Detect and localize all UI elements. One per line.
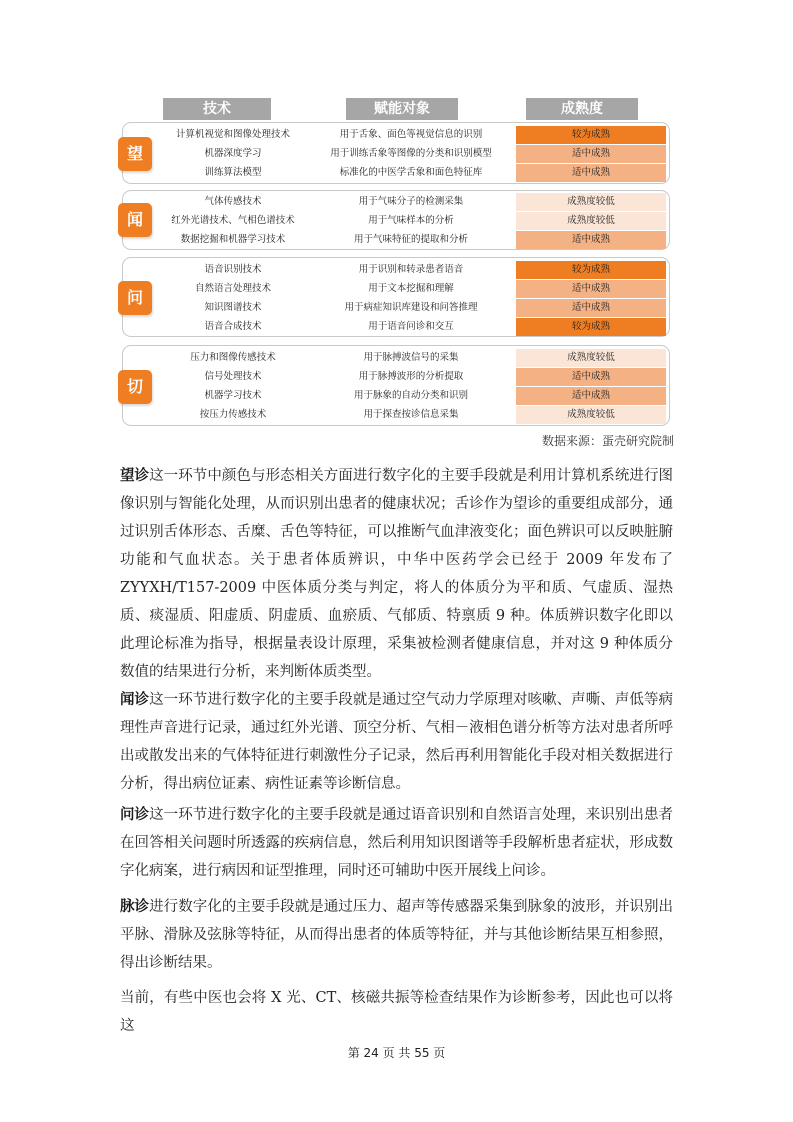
tech-cell: 计算机视觉和图像处理技术 (175, 129, 290, 140)
paragraph-text: 这一环节进行数字化的主要手段就是通过语音识别和自然语言处理，来识别出患者在回答相关问题时所透露的疾病信息，然后利用知识图谱等手段解析患者症状，形成数字化病案，进行病因和证型推理，同时还可辅助中医开展线上问诊。 (120, 807, 673, 879)
maturity-cell: 较为成熟 (516, 126, 666, 144)
tech-cell: 气体传感技术 (204, 196, 262, 207)
target-cell: 用于训练舌象等图像的分类和识别模型 (330, 148, 492, 159)
maturity-cell: 成熟度较低 (516, 193, 666, 211)
target-cell: 用于识别和转录患者语音 (358, 264, 464, 275)
tech-cell: 语音合成技术 (204, 321, 262, 332)
tech-cell: 压力和图像传感技术 (190, 352, 276, 363)
table-row (0, 387, 793, 405)
header-tech: 技术 (163, 98, 271, 120)
table-row (0, 406, 793, 424)
maturity-cell: 较为成熟 (516, 261, 666, 279)
paragraph-lead: 望诊 (120, 467, 150, 484)
target-cell: 标准化的中医学舌象和面色特征库 (339, 167, 483, 178)
paragraph-text: 进行数字化的主要手段就是通过压力、超声等传感器采集到脉象的波形，并识别出平脉、滑脉及弦脉等特征，从而得出患者的体质等特征，并与其他诊断结果互相参照，得出诊断结果。 (120, 899, 673, 971)
table-row (0, 126, 793, 144)
table-row (0, 299, 793, 317)
target-cell: 用于探查按诊信息采集 (363, 409, 459, 420)
table-row (0, 212, 793, 230)
paragraph-wang-zhen (120, 462, 673, 686)
maturity-cell: 适中成熟 (516, 299, 666, 317)
maturity-cell: 适中成熟 (516, 368, 666, 386)
paragraph-lead: 问诊 (120, 806, 150, 823)
group-badge-qie: 切 (118, 370, 152, 404)
table-row (0, 145, 793, 163)
target-cell: 用于脉搏波形的分析提取 (358, 371, 464, 382)
header-maturity: 成熟度 (526, 98, 638, 120)
maturity-cell: 适中成熟 (516, 145, 666, 163)
target-cell: 用于文本挖掘和理解 (368, 283, 454, 294)
group-badge-wen-ask: 问 (118, 281, 152, 315)
tech-cell: 训练算法模型 (204, 167, 262, 178)
target-cell: 用于舌象、面色等视觉信息的识别 (339, 129, 483, 140)
header-target: 赋能对象 (346, 98, 458, 120)
target-cell: 用于气味样本的分析 (368, 215, 454, 226)
tech-cell: 数据挖掘和机器学习技术 (180, 234, 286, 245)
paragraph-wen-zhen-ask (120, 801, 673, 885)
target-cell: 用于病症知识库建设和问答推理 (344, 302, 478, 313)
maturity-cell: 适中成熟 (516, 231, 666, 249)
paragraph-current (120, 984, 673, 1040)
paragraph-lead: 脉诊 (120, 898, 150, 915)
target-cell: 用于气味分子的检测采集 (358, 196, 464, 207)
target-cell: 用于脉象的自动分类和识别 (353, 390, 468, 401)
maturity-cell: 成熟度较低 (516, 212, 666, 230)
maturity-cell: 适中成熟 (516, 164, 666, 182)
tech-cell: 语音识别技术 (204, 264, 262, 275)
paragraph-wen-zhen-smell (120, 686, 673, 798)
tech-cell: 机器学习技术 (204, 390, 262, 401)
table-row (0, 318, 793, 336)
tech-cell: 自然语言处理技术 (194, 283, 271, 294)
target-cell: 用于脉搏波信号的采集 (363, 352, 459, 363)
paragraph-text: 当前，有些中医也会将 X 光、CT、核磁共振等检查结果作为诊断参考，因此也可以将这 (120, 990, 673, 1034)
table-row (0, 193, 793, 211)
table-row (0, 164, 793, 182)
table-row (0, 261, 793, 279)
tech-cell: 信号处理技术 (204, 371, 262, 382)
target-cell: 用于气味特征的提取和分析 (353, 234, 468, 245)
maturity-cell: 成熟度较低 (516, 406, 666, 424)
tech-cell: 知识图谱技术 (204, 302, 262, 313)
paragraph-lead: 闻诊 (120, 691, 150, 708)
page-footer: 第 24 页 共 55 页 (347, 1046, 446, 1060)
table-row (0, 280, 793, 298)
tech-cell: 机器深度学习 (204, 148, 262, 159)
paragraph-text: 这一环节中颜色与形态相关方面进行数字化的主要手段就是利用计算机系统进行图像识别与智能化处理，从而识别出患者的健康状况；舌诊作为望诊的重要组成部分，通过识别舌体形态、舌糜、舌色等特征，可以推断气血津液变化；面色辨识可以反映脏腑功能和气血状态。关于患者体质辨识，中华中医药学会已经于 2009 年发布了 ZYYXH/T157-2009 中医体质分类与判定，将人的体质分为平和质、气虚质、湿热质、痰湿质、阳虚质、阴虚质、血瘀质、气郁质、特禀质 9 种。体质辨识数字化即以此理论标准为指导，根据量表设计原理，采集被检测者健康信息，并对这 9 种体质分数值的结果进行分析，来判断体质类型。 (120, 468, 673, 680)
tech-cell: 按压力传感技术 (199, 409, 267, 420)
maturity-cell: 适中成熟 (516, 280, 666, 298)
table-row (0, 368, 793, 386)
maturity-cell: 较为成熟 (516, 318, 666, 336)
group-badge-wen-smell: 闻 (118, 203, 152, 237)
paragraph-mai-zhen (120, 893, 673, 977)
tech-cell: 红外光谱技术、气相色谱技术 (171, 215, 295, 226)
group-badge-wang: 望 (118, 137, 152, 171)
table-row (0, 349, 793, 367)
maturity-cell: 适中成熟 (516, 387, 666, 405)
target-cell: 用于语音问诊和交互 (368, 321, 454, 332)
maturity-cell: 成熟度较低 (516, 349, 666, 367)
data-source-note: 数据来源：蛋壳研究院制 (541, 434, 674, 448)
paragraph-text: 这一环节进行数字化的主要手段就是通过空气动力学原理对咳嗽、声嘶、声低等病理性声音进行记录，通过红外光谱、顶空分析、气相－液相色谱分析等方法对患者所呼出或散发出来的气体特征进行刺激性分子记录，然后再利用智能化手段对相关数据进行分析，得出病位证素、病性证素等诊断信息。 (120, 692, 673, 792)
table-row (0, 231, 793, 249)
